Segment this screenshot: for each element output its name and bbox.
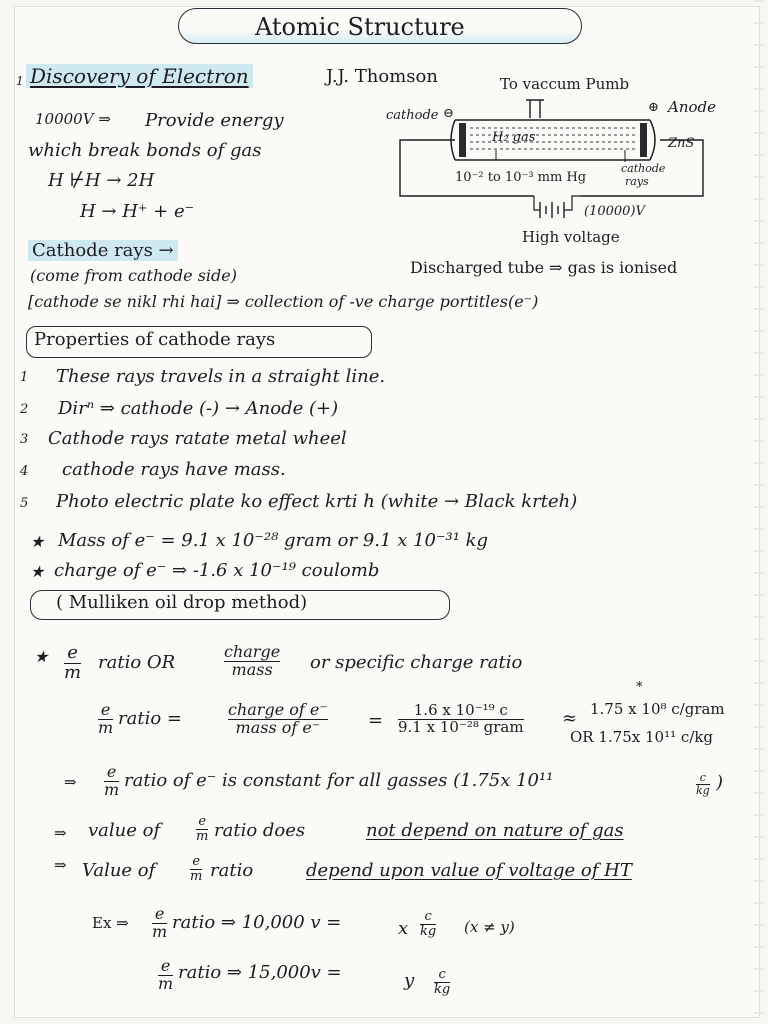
m-symbol: m xyxy=(104,779,120,799)
numeric-fraction xyxy=(398,703,524,736)
nature-underlined: not depend on nature of gas xyxy=(366,820,624,841)
nature-text-b: ratio does xyxy=(214,820,306,841)
method-text: ( Mulliken oil drop method) xyxy=(56,592,308,613)
example-label: Ex ⇒ xyxy=(92,914,129,932)
approx-sign: ≈ xyxy=(562,708,578,729)
example-note: (x ≠ y) xyxy=(464,918,515,936)
m-symbol: m xyxy=(64,661,82,683)
ratio-equals: ratio = xyxy=(118,708,182,729)
constant-text: ratio of e⁻ is constant for all gasses (1.75x 10¹¹ xyxy=(124,770,554,791)
page-title: Atomic Structure xyxy=(255,13,465,41)
voltage-text-a: Value of xyxy=(82,860,156,881)
example-1-text: ratio ⇒ 10,000 v = xyxy=(172,912,342,933)
property-num: 1 xyxy=(20,370,29,385)
arrow-bullet: ⇒ xyxy=(64,773,77,791)
charge-over-mass xyxy=(228,702,328,737)
battery-label: (10000)V xyxy=(584,204,645,219)
charge-word: charge xyxy=(224,642,281,661)
result-per-kg: OR 1.75x 10¹¹ c/kg xyxy=(570,728,714,746)
anode-label: Anode xyxy=(668,98,717,116)
numerator: charge of e⁻ xyxy=(228,700,328,719)
c-per-kg xyxy=(434,968,450,996)
c-per-kg xyxy=(696,772,710,796)
m-symbol: m xyxy=(190,868,203,884)
c-unit: c xyxy=(699,771,706,784)
kg-unit: kg xyxy=(434,981,451,997)
property-num: 3 xyxy=(20,432,29,447)
denominator: mass of e⁻ xyxy=(235,717,321,737)
come-from-text: (come from cathode side) xyxy=(30,266,237,285)
voltage-value: 10000V ⇒ xyxy=(35,110,111,128)
em-fraction xyxy=(190,855,202,883)
em-star: ★ xyxy=(34,647,49,666)
em-fraction xyxy=(196,815,208,843)
properties-heading: Properties of cathode rays xyxy=(34,329,276,350)
e-symbol: e xyxy=(192,854,201,869)
rays-label-2: rays xyxy=(625,175,649,188)
property-item: cathode rays have mass. xyxy=(62,459,286,480)
discovery-heading: Discovery of Electron xyxy=(26,64,253,88)
electron-charge: charge of e⁻ ⇒ -1.6 x 10⁻¹⁹ coulomb xyxy=(54,560,380,581)
property-item: Cathode rays ratate metal wheel xyxy=(48,428,347,449)
kg-unit: kg xyxy=(420,923,437,939)
arrow-bullet: ⇒ xyxy=(54,856,67,874)
c-unit: c xyxy=(424,909,432,924)
nature-text-a: value of xyxy=(88,820,161,841)
anode-sign: ⊕ xyxy=(648,100,659,115)
ratio-or-text: ratio OR xyxy=(98,652,176,673)
result-per-gram: 1.75 x 10⁸ c/gram xyxy=(590,700,725,718)
equation-ionisation: H → H⁺ + e⁻ xyxy=(80,201,195,222)
close-paren: ) xyxy=(716,772,724,793)
em-fraction xyxy=(64,644,81,683)
m-symbol: m xyxy=(196,828,209,844)
property-num: 2 xyxy=(20,402,29,417)
electron-mass: Mass of e⁻ = 9.1 x 10⁻²⁸ gram or 9.1 x 10⁻³¹ kg xyxy=(58,530,489,551)
e-symbol: e xyxy=(67,642,78,663)
property-item: Photo electric plate ko effect krti h (white → Black krteh) xyxy=(56,491,578,512)
bonds-text: which break bonds of gas xyxy=(28,140,262,161)
em-fraction xyxy=(104,764,119,799)
result-star: * xyxy=(636,680,643,695)
example-2-y: y xyxy=(404,970,415,991)
mass-star: ★ xyxy=(30,532,45,551)
em-fraction xyxy=(158,958,173,993)
charge-mass-fraction xyxy=(224,644,280,679)
mass-word: mass xyxy=(231,659,273,679)
rays-label-1: cathode xyxy=(621,162,666,175)
c-unit: c xyxy=(438,967,446,982)
voltage-text-b: ratio xyxy=(210,860,254,881)
denominator: 9.1 x 10⁻²⁸ gram xyxy=(398,717,524,736)
property-num: 5 xyxy=(20,496,29,511)
discharged-tube-text: Discharged tube ⇒ gas is ionised xyxy=(410,258,678,277)
zns-label: ZnS xyxy=(668,136,695,151)
property-num: 4 xyxy=(20,464,29,479)
equals-sign: = xyxy=(368,710,384,731)
equation-dissociation: H ⊬H → 2H xyxy=(48,170,155,191)
cathode-label: cathode xyxy=(386,108,439,123)
m-symbol: m xyxy=(158,973,174,993)
e-symbol: e xyxy=(154,904,165,923)
kg-unit: kg xyxy=(696,783,710,797)
pump-label: To vaccum Pumb xyxy=(500,75,630,93)
voltage-underlined: depend upon value of voltage of HT xyxy=(306,860,632,881)
arrow-bullet: ⇒ xyxy=(54,824,67,842)
numerator: 1.6 x 10⁻¹⁹ c xyxy=(413,701,508,719)
m-symbol: m xyxy=(98,717,114,737)
em-fraction xyxy=(152,906,167,941)
em-fraction xyxy=(98,702,113,737)
e-symbol: e xyxy=(160,956,171,975)
scientist-name: J.J. Thomson xyxy=(326,66,438,87)
gas-label: H₂ gas xyxy=(492,130,536,145)
e-symbol: e xyxy=(100,700,111,719)
m-symbol: m xyxy=(152,921,168,941)
example-1-x: x xyxy=(398,918,409,939)
example-2-text: ratio ⇒ 15,000v = xyxy=(178,962,342,983)
discharge-tube-diagram xyxy=(0,0,768,260)
cathode-rays-heading: Cathode rays → xyxy=(28,240,178,261)
specific-charge-text: or specific charge ratio xyxy=(310,652,523,673)
property-item: These rays travels in a straight line. xyxy=(56,366,386,387)
c-per-kg xyxy=(420,910,436,938)
high-voltage-label: High voltage xyxy=(522,228,620,246)
pressure-label: 10⁻² to 10⁻³ mm Hg xyxy=(455,170,587,185)
section-marker: 1 xyxy=(16,74,24,88)
property-item: Dirⁿ ⇒ cathode (-) → Anode (+) xyxy=(58,398,339,419)
energy-text: Provide energy xyxy=(145,110,284,131)
e-symbol: e xyxy=(106,762,117,781)
charge-star: ★ xyxy=(30,562,45,581)
cathode-sign: ⊖ xyxy=(443,106,454,121)
collection-text: [cathode se nikl rhi hai] ⇒ collection of -ve charge portitles(e⁻) xyxy=(28,292,539,311)
e-symbol: e xyxy=(198,814,207,829)
